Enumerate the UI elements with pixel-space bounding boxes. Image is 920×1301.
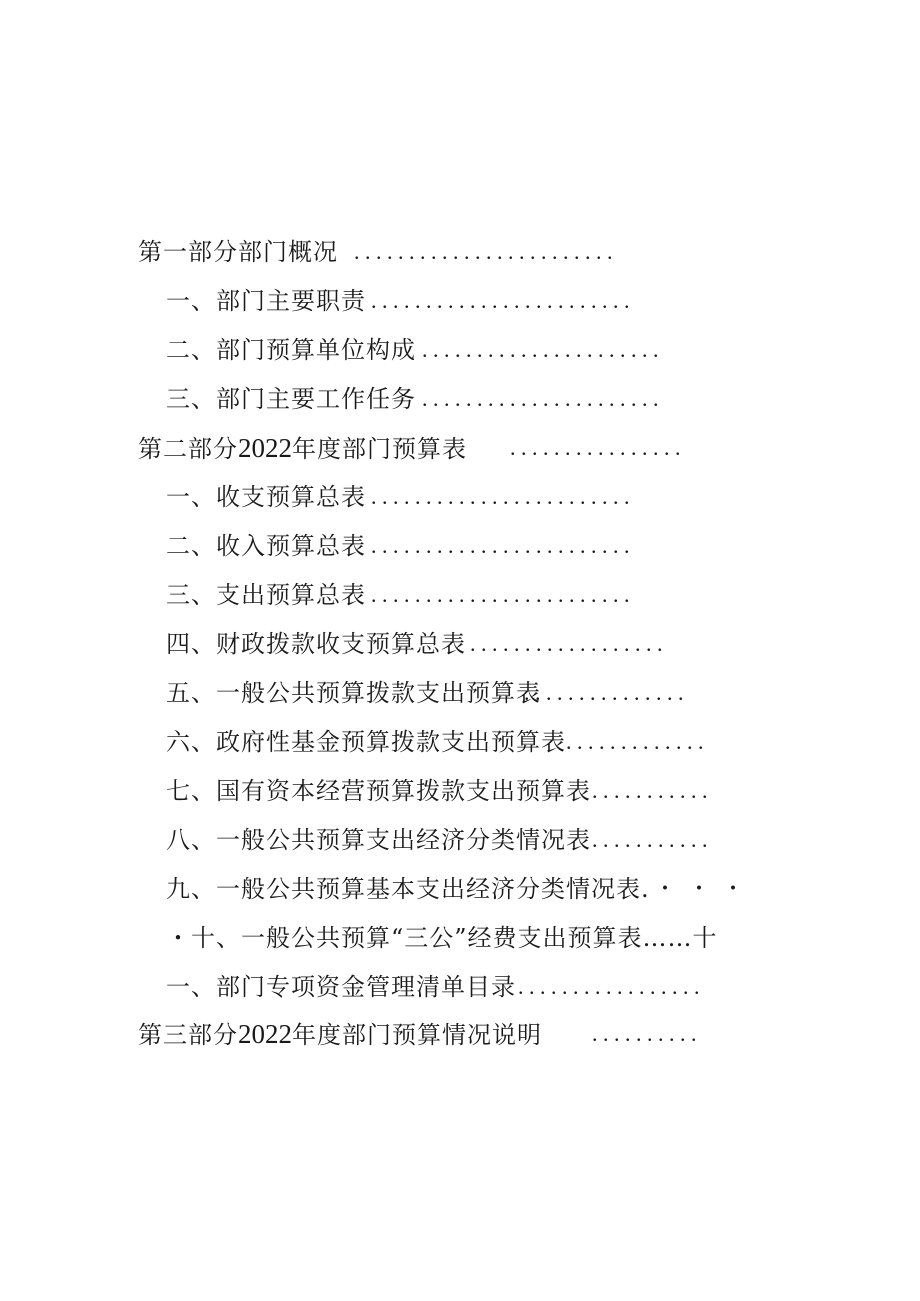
toc-item-title: ・十、一般公共预算“三公”经费支出预算表……十 xyxy=(166,924,718,952)
toc-item[interactable] xyxy=(166,379,664,419)
toc-part-3-title-a: 第三部分 xyxy=(138,1021,238,1049)
dot-leader: ........................ xyxy=(371,533,635,558)
toc-item-title: 二、部门预算单位构成 xyxy=(166,336,416,364)
dot-leader: ........... xyxy=(592,778,713,803)
toc-part-3-title-b: 年度部门预算情况说明 xyxy=(292,1021,542,1049)
toc-item[interactable] xyxy=(166,771,713,811)
toc-item[interactable] xyxy=(166,820,713,860)
toc-item-title: 八、一般公共预算支出经济分类情况表 xyxy=(166,826,591,854)
toc-item[interactable] xyxy=(166,967,705,1007)
dot-leader: ........................ xyxy=(354,239,618,264)
dot-leader: ........... xyxy=(592,827,713,852)
toc-part-1-title: 第一部分部门概况 xyxy=(138,238,338,266)
dot-leader: ・・・ xyxy=(654,876,757,901)
toc-item-title: 五、一般公共预算拨款支出预算表 xyxy=(166,679,541,707)
dot-leader: ................. xyxy=(518,974,705,999)
dot-leader: ............. xyxy=(566,729,709,754)
toc-item-title: 三、支出预算总表 xyxy=(166,581,366,609)
toc-part-2[interactable] xyxy=(138,428,686,468)
toc-part-3-year: 2022 xyxy=(238,1019,292,1049)
toc-part-1[interactable] xyxy=(138,232,618,272)
dot-leader: ........................ xyxy=(371,484,635,509)
toc-item[interactable] xyxy=(166,330,664,370)
toc-item-title: 四、财政拨款收支预算总表 xyxy=(166,630,466,658)
toc-item[interactable] xyxy=(166,722,709,762)
toc-part-3[interactable] xyxy=(138,1014,702,1054)
toc-item-title: 二、收入预算总表 xyxy=(166,532,366,560)
toc-item[interactable] xyxy=(166,624,668,664)
toc-item-title: 六、政府性基金预算拨款支出预算表 xyxy=(166,728,566,756)
toc-item[interactable] xyxy=(166,575,635,615)
toc-item[interactable] xyxy=(166,281,635,321)
dot-leader: ............... xyxy=(524,680,689,705)
toc-item-title: 七、国有资本经营预算拨款支出预算表 xyxy=(166,777,591,805)
toc-item[interactable] xyxy=(166,526,635,566)
dot-leader: .................. xyxy=(470,631,668,656)
toc-item[interactable] xyxy=(166,477,635,517)
toc-item-title: 一、部门主要职责 xyxy=(166,287,366,315)
toc-item-title: 九、一般公共预算基本支出经济分类情况表. xyxy=(166,875,650,903)
toc-item[interactable] xyxy=(166,918,718,958)
toc-part-2-year: 2022 xyxy=(238,433,292,463)
toc-item[interactable] xyxy=(166,869,757,909)
dot-leader: .......... xyxy=(592,1021,702,1046)
dot-leader: ...................... xyxy=(422,337,664,362)
dot-leader: ........................ xyxy=(371,288,635,313)
toc-item-title: 三、部门主要工作任务 xyxy=(166,385,416,413)
toc-item-title: 一、收支预算总表 xyxy=(166,483,366,511)
toc-item-title: 一、部门专项资金管理清单目录 xyxy=(166,973,516,1001)
toc-part-2-title-a: 第二部分 xyxy=(138,435,238,463)
toc-item[interactable] xyxy=(166,673,689,713)
dot-leader: ................ xyxy=(510,435,686,460)
dot-leader: ...................... xyxy=(422,386,664,411)
dot-leader: ........................ xyxy=(371,582,635,607)
toc-part-2-title-b: 年度部门预算表 xyxy=(292,435,467,463)
